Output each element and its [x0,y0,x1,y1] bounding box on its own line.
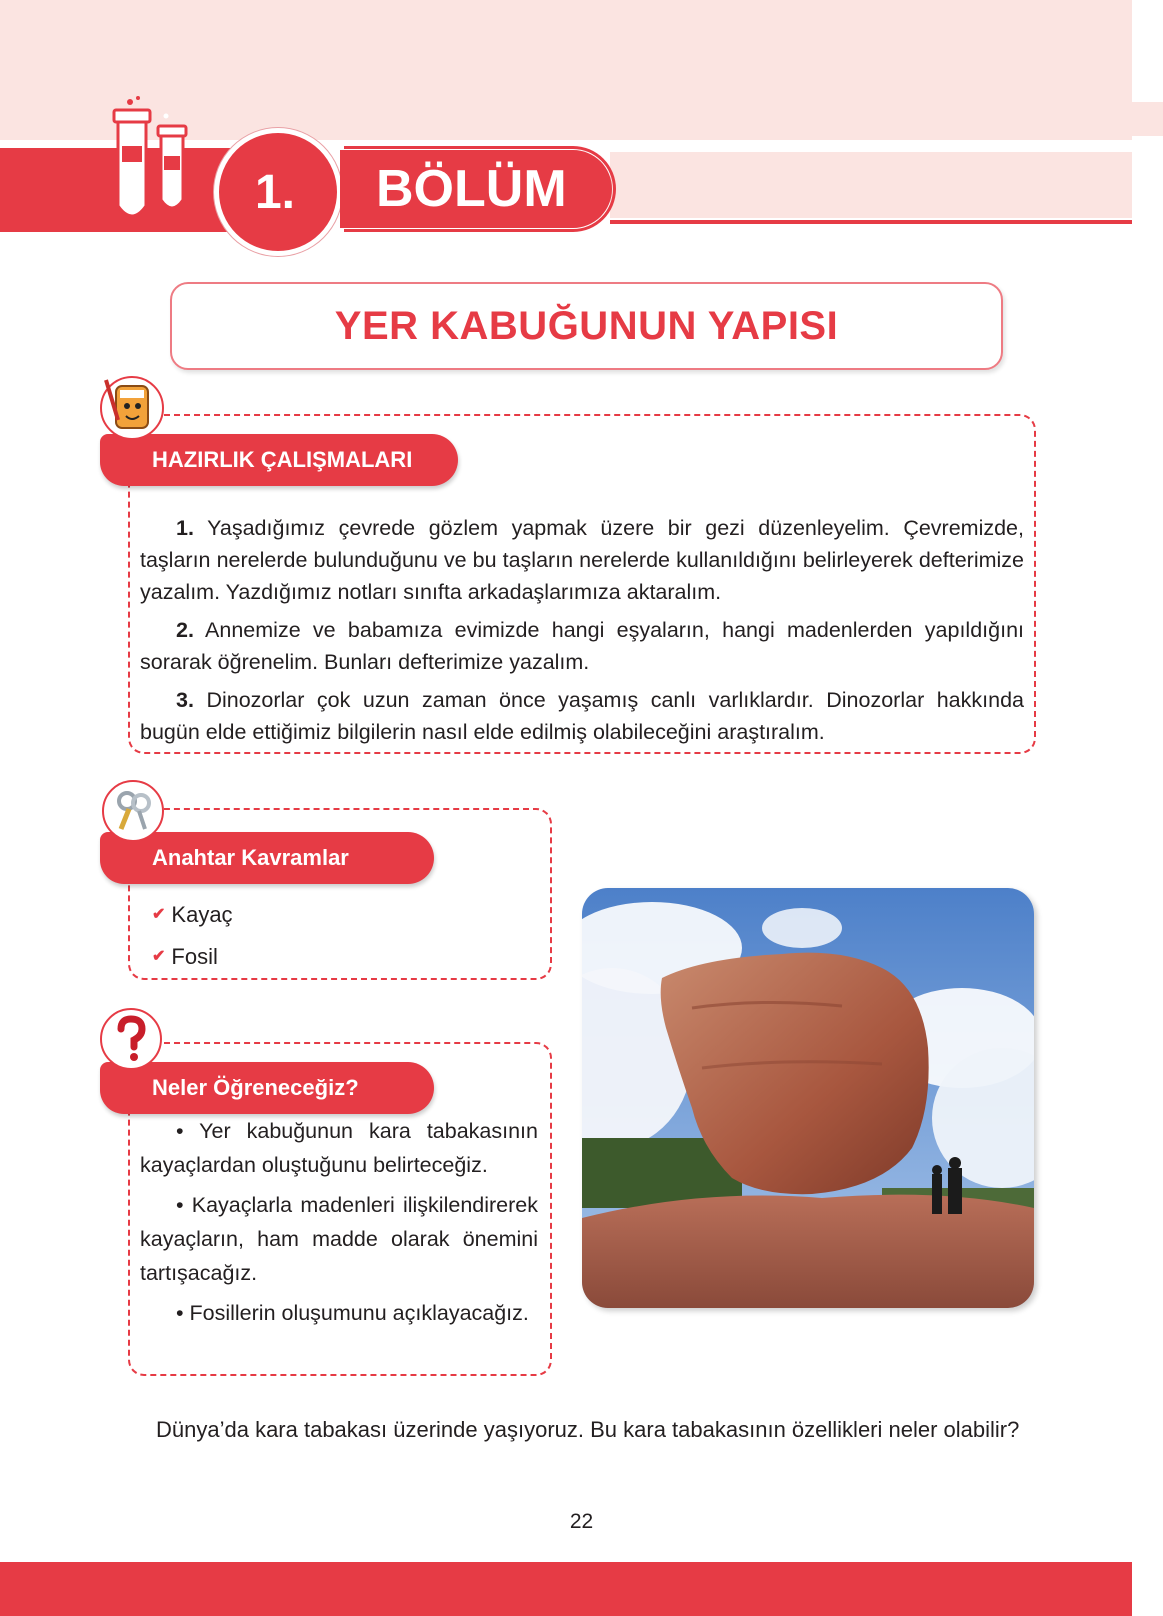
keywords-heading-pill [100,832,434,884]
learn-item: • Kayaçlarla madenleri ilişkilendirerek kayaçların, ham madde olarak önemini tartışacağız. [140,1193,538,1285]
intro-question: Dünya’da kara tabakası üzerinde yaşıyoruz. Bu kara tabakasının özellikleri neler olabilir? [156,1417,1020,1442]
top-band-tab [1132,102,1163,136]
balanced-rock-illustration [582,888,1034,1308]
chapter-number-badge [214,128,342,256]
keyword-item [152,894,233,936]
learn-heading: Neler Öğreneceğiz? [152,1075,359,1100]
check-icon: ✔ [152,906,166,923]
page-number: 22 [569,1510,594,1533]
item-text: Annemize ve babamıza evimizde hangi eşyaların, hangi madenlerden yapıldığını sorarak öğrenelim. Bunları defterimize yazalım. [140,618,1024,674]
question-mark-icon [111,1015,151,1063]
chapter-number: 1. [254,165,296,219]
question-icon-circle [100,1008,162,1070]
keyword-item [152,936,233,978]
header-pink-strip [610,152,1132,218]
keywords-heading: Anahtar Kavramlar [152,845,349,870]
chapter-label: BÖLÜM [376,160,567,218]
keyword-text: Kayaç [171,902,233,927]
learn-item: • Yer kabuğunun kara tabakasının kayaçlardan oluştuğunu belirteceğiz. [140,1119,538,1177]
item-number: 3. [176,688,194,712]
item-number: 2. [176,618,194,642]
learn-content [140,1114,538,1336]
item-text: Yaşadığımız çevrede gözlem yapmak üzere bir gezi düzenleyelim. Çevremizde, taşların nerelerde bulunduğunu ve bu taşların nerelerde kullanıldığını belirleyerek defterimize yazalım. Yazdığımız notları sınıfta arkadaşlarımıza aktaralım. [140,516,1024,604]
preparation-item [140,512,1024,608]
learn-heading-pill [100,1062,434,1114]
test-tubes-icon [108,96,198,236]
footer-red-bar [0,1562,1132,1616]
learn-item: • Fosillerin oluşumunu açıklayacağız. [176,1301,529,1325]
item-number: 1. [176,516,194,540]
page-title: YER KABUĞUNUN YAPISI [334,303,839,348]
keys-icon-circle [102,780,164,842]
pencil-mascot-icon [96,372,166,444]
balanced-rock-photo [582,888,1034,1308]
chapter-label-pill [340,150,612,228]
keyword-text: Fosil [171,944,218,969]
page-title-box [170,282,1003,370]
keywords-list [152,894,233,978]
check-icon: ✔ [152,948,166,965]
header-red-line [610,220,1132,224]
preparation-item [140,684,1024,748]
preparation-heading: HAZIRLIK ÇALIŞMALARI [152,447,413,472]
preparation-content [140,512,1024,754]
item-text: Dinozorlar çok uzun zaman önce yaşamış canlı varlıklardır. Dinozorlar hakkında bugün elde ettiğimiz bilgilerin nasıl elde edilmiş olabileceğini araştıralım. [140,688,1024,744]
keys-icon [111,789,155,833]
preparation-item [140,614,1024,678]
